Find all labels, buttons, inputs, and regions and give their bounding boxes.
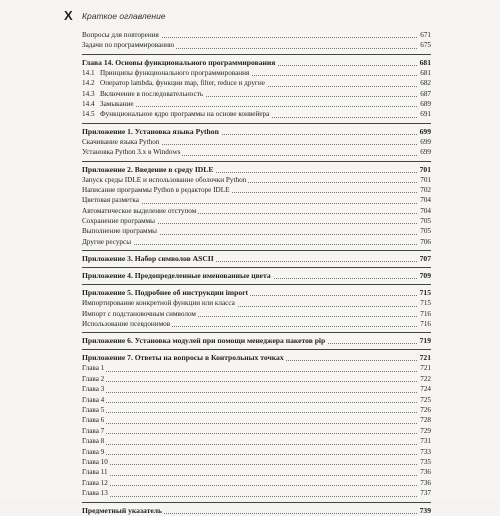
section-number: 14.4	[82, 99, 95, 108]
toc-entry-title	[82, 457, 110, 467]
toc-entry-label: Цветовая разметка	[82, 196, 139, 205]
toc-entry-title	[82, 126, 221, 137]
toc-entry[interactable]	[82, 384, 431, 394]
toc-page-number: 715	[420, 299, 431, 308]
page-number: X	[64, 8, 73, 23]
toc-page-number: 682	[420, 79, 431, 88]
toc-entry[interactable]	[82, 298, 431, 308]
toc-page-number: 699	[420, 148, 431, 157]
toc-entry-label: Другие ресурсы	[82, 237, 132, 246]
toc-entry-title	[82, 78, 267, 88]
toc-entry[interactable]	[82, 237, 431, 247]
dot-leader	[82, 464, 431, 465]
toc-entry[interactable]	[82, 147, 431, 157]
toc-entry[interactable]	[82, 447, 431, 457]
toc-entry-title	[82, 40, 176, 50]
toc-entry[interactable]	[82, 395, 431, 405]
toc-entry[interactable]	[82, 206, 431, 216]
dot-leader	[82, 423, 431, 424]
toc-page-number: 729	[420, 426, 431, 435]
toc-page-number: 721	[420, 364, 431, 373]
dot-leader	[82, 485, 431, 486]
toc-page-number: 705	[420, 227, 431, 236]
section-divider	[82, 349, 431, 350]
toc-page-number: 719	[419, 336, 431, 346]
toc-entry-label: Предметный указатель	[82, 505, 162, 515]
toc-entry[interactable]	[82, 309, 431, 319]
toc-entry-title	[82, 384, 106, 394]
toc-entry-title	[82, 298, 237, 308]
toc-page-number: 739	[419, 505, 431, 515]
dot-leader	[82, 475, 431, 476]
toc-page-number: 704	[420, 196, 431, 205]
toc-entry-label: Приложение 1. Установка языка Python	[82, 126, 219, 136]
toc-page-number: 707	[419, 254, 431, 264]
toc-entry-label: Глава 1	[82, 364, 105, 373]
toc-chapter-entry[interactable]	[82, 57, 431, 68]
toc-entry-label: Использование псевдонимов	[82, 320, 171, 329]
toc-page-number: 736	[420, 478, 431, 487]
toc-entry-label: Вопросы для повторения	[82, 31, 159, 39]
toc-page-number: 728	[420, 416, 431, 425]
toc-entry-label: Скачивание языка Python	[82, 137, 160, 146]
toc-page-number: 681	[419, 57, 431, 67]
toc-page-number: 726	[420, 405, 431, 414]
page-header	[64, 9, 446, 23]
toc-entry[interactable]	[82, 89, 431, 99]
toc-entry[interactable]	[82, 195, 431, 205]
toc-entry-label: Сохранение программы	[82, 217, 155, 226]
toc-entry[interactable]	[82, 457, 431, 467]
toc-entry-title	[82, 30, 161, 40]
toc-entry[interactable]	[82, 30, 431, 40]
toc-entry[interactable]	[82, 216, 431, 226]
toc-entry[interactable]	[82, 99, 431, 109]
toc-entry[interactable]	[82, 226, 431, 236]
toc-chapter-entry[interactable]	[82, 335, 431, 346]
toc-entry-label: Приложение 5. Подробнее об инструкции import	[82, 288, 249, 298]
dot-leader	[82, 454, 431, 455]
toc-chapter-entry[interactable]	[82, 270, 431, 281]
section-number: 14.5	[82, 110, 95, 119]
toc-entry-label: Глава 10	[82, 457, 108, 466]
toc-entry-title	[82, 206, 198, 216]
toc-entry-title	[82, 405, 106, 415]
toc-entry-title	[82, 352, 286, 363]
toc-entry-title	[82, 164, 215, 175]
toc-entry-title	[82, 426, 106, 436]
toc-page-number: 701	[419, 164, 431, 174]
toc-entry-label: Выполнение программы	[82, 227, 157, 236]
toc-entry[interactable]	[82, 478, 431, 488]
toc-page-number: 691	[420, 110, 431, 119]
toc-entry-title	[82, 505, 164, 516]
toc-entry-label: Принципы функционального программирования	[100, 68, 250, 77]
toc-entry-title	[82, 363, 106, 373]
toc-entry-title	[82, 237, 133, 247]
dot-leader	[82, 402, 431, 403]
toc-entry[interactable]	[82, 415, 431, 425]
section-divider	[82, 284, 431, 285]
toc-entry-title	[82, 309, 198, 319]
dot-leader	[82, 433, 431, 434]
toc-page-number: 706	[420, 237, 431, 246]
toc-page-number: 687	[420, 89, 431, 98]
toc-page-number: 671	[420, 31, 431, 39]
toc-entry-title	[82, 374, 106, 384]
dot-leader	[82, 392, 431, 393]
toc-entry[interactable]	[82, 405, 431, 415]
toc-entry-label: Глава 14. Основы функционального программирования	[82, 57, 276, 67]
toc-entry-title	[82, 185, 232, 195]
toc-page-number: 699	[419, 126, 431, 136]
toc-entry[interactable]	[82, 363, 431, 373]
dot-leader	[82, 244, 431, 245]
toc-entry-label: Написание программы Python в редакторе IDLE	[82, 185, 230, 194]
toc-entry[interactable]	[82, 78, 431, 88]
toc-page-number: 724	[420, 385, 431, 394]
toc-entry-title	[82, 467, 110, 477]
toc-page-number: 735	[420, 457, 431, 466]
toc-entry-label: Глава 12	[82, 478, 108, 487]
toc-entry-title	[82, 395, 106, 405]
toc-entry-label: Приложение 3. Набор символов ASCII	[82, 254, 214, 264]
toc-entry-title	[82, 447, 106, 457]
toc-page-number: 716	[420, 320, 431, 329]
toc-entry-title	[82, 195, 141, 205]
toc-chapter-entry[interactable]	[82, 164, 431, 175]
toc-chapter-entry[interactable]	[82, 253, 431, 264]
toc-entry-label: Глава 7	[82, 426, 105, 435]
toc-entry-label: Глава 5	[82, 405, 105, 414]
toc-chapter-entry[interactable]	[82, 126, 431, 137]
dot-leader	[82, 444, 431, 445]
toc-page-number: 736	[420, 468, 431, 477]
toc-entry-label: Задачи по программированию	[82, 41, 175, 50]
toc-entry-label: Глава 3	[82, 385, 105, 394]
dot-leader	[82, 381, 431, 382]
section-divider	[82, 250, 431, 251]
toc-entry[interactable]	[82, 40, 431, 50]
toc-page-number: 737	[420, 489, 431, 498]
toc-entry-label: Приложение 2. Введение в среду IDLE	[82, 164, 214, 174]
toc-page-number: 709	[419, 271, 431, 281]
toc-entry-label: Глава 2	[82, 374, 105, 383]
toc-entry-label: Оператор lambda, функции map, filter, reduce и другие	[100, 79, 265, 88]
toc-entry-title	[82, 147, 182, 157]
toc-entry[interactable]	[82, 319, 431, 329]
toc-entry-title	[82, 57, 277, 68]
toc-chapter-entry[interactable]	[82, 505, 431, 516]
toc-entry[interactable]	[82, 488, 431, 498]
toc-entry[interactable]	[82, 467, 431, 477]
toc-entry-label: Автоматическое выделение отступом	[82, 206, 197, 215]
toc-entry-label: Установка Python 3.x в Windows	[82, 148, 181, 157]
toc-entry[interactable]	[82, 374, 431, 384]
section-number: 14.1	[82, 68, 95, 77]
toc-page-number: 715	[419, 288, 431, 298]
dot-leader	[82, 371, 431, 372]
toc-entry[interactable]	[82, 426, 431, 436]
toc-entry-label: Импорт с подстановочным символом	[82, 309, 196, 318]
toc-entry-title	[82, 109, 271, 119]
toc-entry[interactable]	[82, 185, 431, 195]
toc-entry[interactable]	[82, 436, 431, 446]
toc-entry-title	[82, 137, 161, 147]
toc-entry-label: Приложение 4. Предопределенные именованные цвета	[82, 271, 271, 281]
toc-entry-label: Включение в последовательность	[100, 89, 204, 98]
toc-entry-label: Замыкание	[100, 99, 134, 108]
toc-entry-label: Глава 13	[82, 489, 108, 498]
toc-chapter-entry[interactable]	[82, 352, 431, 363]
toc-entry-title	[82, 415, 106, 425]
toc-page-number: 705	[420, 217, 431, 226]
toc-entry-title	[82, 436, 106, 446]
toc-page-number: 722	[420, 374, 431, 383]
toc-entry-title	[82, 216, 157, 226]
section-divider	[82, 502, 431, 503]
toc-entry-title	[82, 270, 273, 281]
section-number: 14.3	[82, 89, 95, 98]
toc-entry-title	[82, 478, 110, 488]
toc-page-number: 699	[420, 137, 431, 146]
toc-entry-label: Глава 9	[82, 447, 105, 456]
section-divider	[82, 332, 431, 333]
toc-entry-title	[82, 287, 250, 298]
toc-entry-label: Приложение 6. Установка модулей при помощи менеджера пакетов pip	[82, 336, 326, 346]
toc-entry-title	[82, 319, 172, 329]
toc-page-number: 704	[420, 206, 431, 215]
toc-entry-title	[82, 335, 327, 346]
toc-entry[interactable]	[82, 175, 431, 185]
toc-entry[interactable]	[82, 137, 431, 147]
toc-page-number: 731	[420, 437, 431, 446]
toc-entry-title	[82, 99, 136, 109]
toc-page-number: 675	[420, 41, 431, 50]
toc-entry-title	[82, 68, 251, 78]
toc-page-number: 681	[420, 68, 431, 77]
section-divider	[82, 123, 431, 124]
toc-entry-label: Глава 8	[82, 437, 105, 446]
section-divider	[82, 161, 431, 162]
table-of-contents	[82, 30, 431, 516]
toc-entry-label: Глава 4	[82, 395, 105, 404]
toc-entry-title	[82, 89, 205, 99]
toc-entry-title	[82, 488, 110, 498]
toc-entry-label: Глава 11	[82, 468, 108, 477]
toc-entry-title	[82, 226, 159, 236]
toc-entry[interactable]	[82, 109, 431, 119]
toc-entry[interactable]	[82, 68, 431, 78]
toc-page-number: 725	[420, 395, 431, 404]
toc-page-number: 733	[420, 447, 431, 456]
dot-leader	[82, 412, 431, 413]
section-divider	[82, 54, 431, 55]
toc-page-number: 702	[420, 185, 431, 194]
running-title: Краткое оглавление	[82, 11, 166, 21]
toc-entry-label: Функциональное ядро программы на основе конвейера	[100, 110, 270, 119]
toc-page-number: 689	[420, 99, 431, 108]
toc-page-number: 721	[419, 353, 431, 363]
toc-entry-label: Импортирование конкретной функции или класса	[82, 299, 235, 308]
dot-leader	[82, 496, 431, 497]
section-divider	[82, 267, 431, 268]
toc-entry-label: Приложение 7. Ответы на вопросы в Контрольных точках	[82, 353, 284, 363]
toc-entry-label: Запуск среды IDLE и использование оболочки Python	[82, 175, 247, 184]
section-number: 14.2	[82, 79, 95, 88]
toc-entry-label: Глава 6	[82, 416, 105, 425]
toc-chapter-entry[interactable]	[82, 287, 431, 298]
toc-page-number: 716	[420, 309, 431, 318]
toc-entry-title	[82, 175, 248, 185]
toc-page-number: 701	[420, 175, 431, 184]
toc-entry-title	[82, 253, 216, 264]
